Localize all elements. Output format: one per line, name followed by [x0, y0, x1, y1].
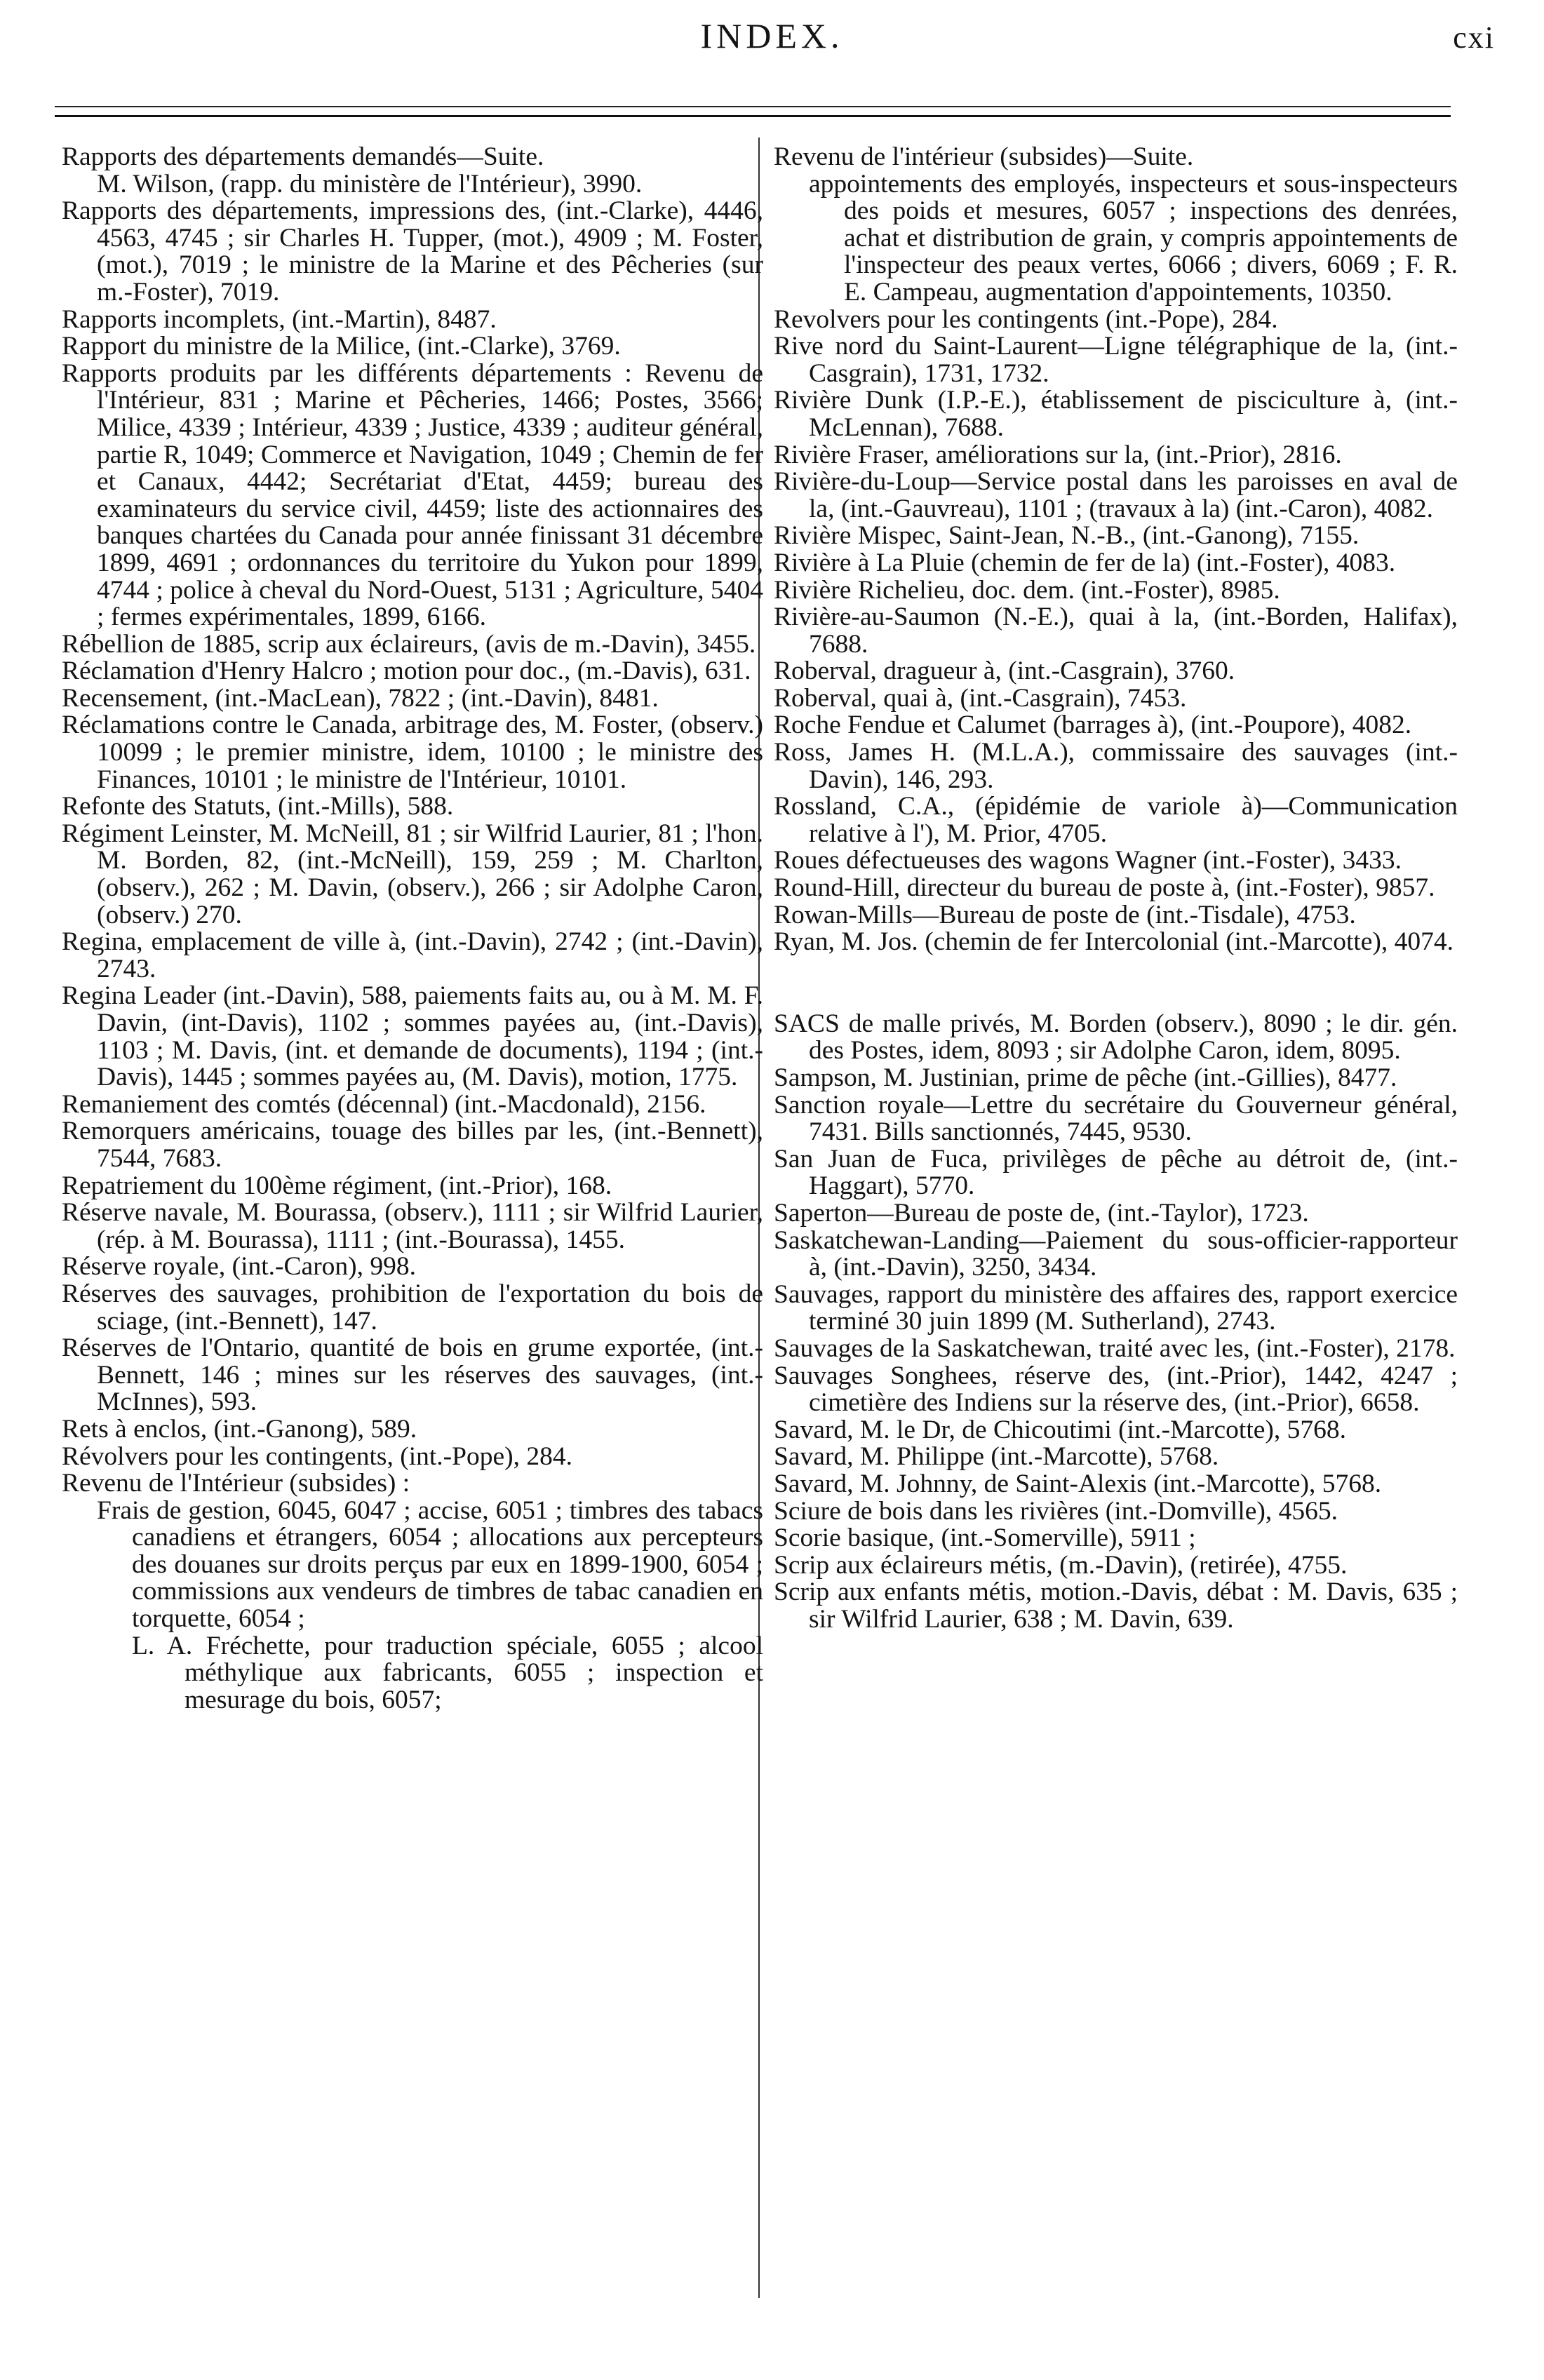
- index-entry: Scorie basique, (int.-Somerville), 5911 ;: [774, 1524, 1196, 1553]
- index-entry: Sauvages de la Saskatchewan, traité avec les, (int.-Foster), 2178.: [774, 1333, 1456, 1363]
- index-entry: Rivière à La Pluie (chemin de fer de la) (int.-Foster), 4083.: [774, 548, 1396, 577]
- index-entry: Roche Fendue et Calumet (barrages à), (int.-Poupore), 4082.: [774, 711, 1412, 740]
- index-entry: appointements des employés, inspecteurs et sous-inspecteurs des poids et mesures, 6057 ; inspections des denrées, achat et distribution de grain, y compris appointements de l'inspecteur des peaux vertes, 6066 ; divers, 6069 ; F. R. E. Campeau, augmentation d'appointements, 10350.: [809, 169, 1458, 307]
- index-entry: M. Wilson, (rapp. du ministère de l'Intérieur), 3990.: [97, 169, 643, 199]
- index-entry: SACS de malle privés, M. Borden (observ.), 8090 ; le dir. gén. des Postes, idem, 8093 ; sir Adolphe Caron, idem, 8095.: [774, 1009, 1458, 1065]
- header-rule-top: [55, 106, 1451, 107]
- page-title: INDEX.: [700, 16, 844, 55]
- header-rule-bottom: [55, 115, 1451, 117]
- index-entry: Rivière-au-Saumon (N.-E.), quai à la, (int.-Borden, Halifax), 7688.: [774, 603, 1458, 659]
- index-entry: Recensement, (int.-MacLean), 7822 ; (int.-Davin), 8481.: [62, 683, 659, 713]
- index-entry: Repatriement du 100ème régiment, (int.-Prior), 168.: [62, 1171, 612, 1200]
- index-entry: Réclamations contre le Canada, arbitrage des, M. Foster, (observ.) 10099 ; le premier ministre, idem, 10100 ; le ministre des Finances, 10101 ; le ministre de l'Intérieur, 10101.: [62, 711, 763, 794]
- index-entry: Regina Leader (int.-Davin), 588, paiements faits au, ou à M. M. F. Davin, (int-Davis), 1102 ; sommes payées au, (int.-Davis), 1103 ; M. Davis, (int. et demande de documents), 1194 ; (int.-Davis), 1445 ; sommes payées au, (M. Davis), motion, 1775.: [62, 981, 763, 1092]
- index-entry: Scrip aux enfants métis, motion.-Davis, débat : M. Davis, 635 ; sir Wilfrid Laurier, 638 ; M. Davin, 639.: [774, 1578, 1458, 1634]
- left-column: [62, 144, 763, 1714]
- index-entry: Réserve navale, M. Bourassa, (observ.), 1111 ; sir Wilfrid Laurier, (rép. à M. Bourassa), 1111 ; (int.-Bourassa), 1455.: [62, 1198, 763, 1254]
- index-entry: Roues défectueuses des wagons Wagner (int.-Foster), 3433.: [774, 846, 1402, 875]
- index-entry: Savard, M. Philippe (int.-Marcotte), 5768.: [774, 1442, 1219, 1472]
- index-entry: Rivière Dunk (I.P.-E.), établissement de pisciculture à, (int.-McLennan), 7688.: [774, 386, 1458, 442]
- index-entry: Rive nord du Saint-Laurent—Ligne télégraphique de la, (int.-Casgrain), 1731, 1732.: [774, 332, 1458, 388]
- index-entry: Rébellion de 1885, scrip aux éclaireurs, (avis de m.-Davin), 3455.: [62, 629, 756, 659]
- right-column: [774, 144, 1458, 1633]
- index-entry: Réserves de l'Ontario, quantité de bois en grume exportée, (int.-Bennett, 146 ; mines sur les réserves des sauvages, (int.-McInnes), 593.: [62, 1333, 763, 1417]
- index-entry: Round-Hill, directeur du bureau de poste à, (int.-Foster), 9857.: [774, 873, 1435, 903]
- index-entry: Révolvers pour les contingents, (int.-Pope), 284.: [62, 1441, 573, 1471]
- continued-heading: Rapports des départements demandés—Suite.: [62, 142, 544, 171]
- index-entry: Rivière-du-Loup—Service postal dans les paroisses en aval de la, (int.-Gauvreau), 1101 ; (travaux à la) (int.-Caron), 4082.: [774, 467, 1458, 523]
- index-entry: Remaniement des comtés (décennal) (int.-Macdonald), 2156.: [62, 1089, 706, 1119]
- index-entry: Remorquers américains, touage des billes par les, (int.-Bennett), 7544, 7683.: [62, 1117, 763, 1173]
- index-entry: Réclamation d'Henry Halcro ; motion pour doc., (m.-Davis), 631.: [62, 657, 751, 686]
- index-entry: Scrip aux éclaireurs métis, (m.-Davin), (retirée), 4755.: [774, 1550, 1348, 1580]
- index-entry: Régiment Leinster, M. McNeill, 81 ; sir Wilfrid Laurier, 81 ; l'hon. M. Borden, 82, (int.-McNeill), 159, 259 ; M. Charlton, (observ.), 262 ; M. Davin, (observ.), 266 ; sir Adolphe Caron, (observ.) 270.: [62, 819, 763, 929]
- index-entry: Ross, James H. (M.L.A.), commissaire des sauvages (int.-Davin), 146, 293.: [774, 738, 1458, 794]
- index-entry: Rowan-Mills—Bureau de poste de (int.-Tisdale), 4753.: [774, 900, 1356, 929]
- index-entry: Roberval, dragueur à, (int.-Casgrain), 3760.: [774, 657, 1235, 686]
- index-entry: San Juan de Fuca, privilèges de pêche au détroit de, (int.-Haggart), 5770.: [774, 1144, 1458, 1201]
- index-entry: Revolvers pour les contingents (int.-Pope), 284.: [774, 304, 1278, 334]
- index-entry: Regina, emplacement de ville à, (int.-Davin), 2742 ; (int.-Davin), 2743.: [62, 927, 763, 983]
- index-entry: Rivière Richelieu, doc. dem. (int.-Foster), 8985.: [774, 575, 1280, 605]
- index-entry: Rivière Mispec, Saint-Jean, N.-B., (int.-Ganong), 7155.: [774, 521, 1360, 551]
- index-entry: Rivière Fraser, améliorations sur la, (int.-Prior), 2816.: [774, 440, 1342, 469]
- index-entry: Rapports des départements, impressions des, (int.-Clarke), 4446, 4563, 4745 ; sir Charles H. Tupper, (mot.), 4909 ; M. Foster, (mot.), 7019 ; le ministre de la Marine et des Pêcheries (sur m.-Foster), 7019.: [62, 196, 763, 307]
- index-entry: Refonte des Statuts, (int.-Mills), 588.: [62, 792, 454, 821]
- index-entry: Réserves des sauvages, prohibition de l'exportation du bois de sciage, (int.-Bennett), 147.: [62, 1279, 763, 1336]
- index-entry: Rossland, C.A., (épidémie de variole à)—Communication relative à l'), M. Prior, 4705.: [774, 792, 1458, 848]
- section-gap: [774, 956, 1458, 1011]
- page-number: cxi: [1453, 20, 1495, 55]
- index-entry: Saperton—Bureau de poste de, (int.-Taylor), 1723.: [774, 1198, 1309, 1228]
- index-entry: L. A. Fréchette, pour traduction spéciale, 6055 ; alcool méthylique aux fabricants, 6055 ; inspection et mesurage du bois, 6057;: [132, 1631, 763, 1714]
- index-entry: Sampson, M. Justinian, prime de pêche (int.-Gillies), 8477.: [774, 1063, 1397, 1092]
- index-entry: Sciure de bois dans les rivières (int.-Domville), 4565.: [774, 1496, 1338, 1526]
- index-entry: Rets à enclos, (int.-Ganong), 589.: [62, 1414, 417, 1444]
- index-entry: Savard, M. Johnny, de Saint-Alexis (int.-Marcotte), 5768.: [774, 1469, 1382, 1498]
- index-entry: Saskatchewan-Landing—Paiement du sous-officier-rapporteur à, (int.-Davin), 3250, 3434.: [774, 1225, 1458, 1282]
- index-entry: Sauvages, rapport du ministère des affaires des, rapport exercice terminé 30 juin 1899 (M. Sutherland), 2743.: [774, 1279, 1458, 1336]
- index-entry: Ryan, M. Jos. (chemin de fer Intercolonial (int.-Marcotte), 4074.: [774, 927, 1454, 957]
- index-entry: Frais de gestion, 6045, 6047 ; accise, 6051 ; timbres des tabacs canadiens et étrangers, 6054 ; allocations aux percepteurs des douanes sur droits perçus par eux en 1899-1900, 6054 ; commissions aux vendeurs de timbres de tabac canadien en torquette, 6054 ;: [97, 1495, 763, 1634]
- index-entry: Rapports produits par les différents départements : Revenu de l'Intérieur, 831 ; Marine et Pêcheries, 1466; Postes, 3566; Milice, 4339 ; Intérieur, 4339 ; Justice, 4339 ; auditeur général, partie R, 1049; Commerce et Navigation, 1049 ; Chemin de fer et Canaux, 4442; Secrétariat d'Etat, 4459; bureau des examinateurs du service civil, 4459; liste des actionnaires des banques chartées du Canada pour année finissant 31 décembre 1899, 4691 ; ordonnances du territoire du Yukon pour 1899, 4744 ; police à cheval du Nord-Ouest, 5131 ; Agriculture, 5404 ; fermes expérimentales, 1899, 6166.: [62, 358, 763, 632]
- index-entry: Rapport du ministre de la Milice, (int.-Clarke), 3769.: [62, 332, 621, 361]
- index-entry: Réserve royale, (int.-Caron), 998.: [62, 1252, 417, 1282]
- index-entry: Sauvages Songhees, réserve des, (int.-Prior), 1442, 4247 ; cimetière des Indiens sur la réserve des, (int.-Prior), 6658.: [774, 1361, 1458, 1418]
- index-entry: Sanction royale—Lettre du secrétaire du Gouverneur général, 7431. Bills sanctionnés, 7445, 9530.: [774, 1090, 1458, 1147]
- index-entry: Rapports incomplets, (int.-Martin), 8487.: [62, 304, 497, 334]
- continued-heading: Revenu de l'intérieur (subsides)—Suite.: [774, 142, 1194, 171]
- index-entry: Savard, M. le Dr, de Chicoutimi (int.-Marcotte), 5768.: [774, 1415, 1347, 1444]
- index-entry: Roberval, quai à, (int.-Casgrain), 7453.: [774, 683, 1187, 713]
- index-entry: Revenu de l'Intérieur (subsides) :: [62, 1469, 410, 1498]
